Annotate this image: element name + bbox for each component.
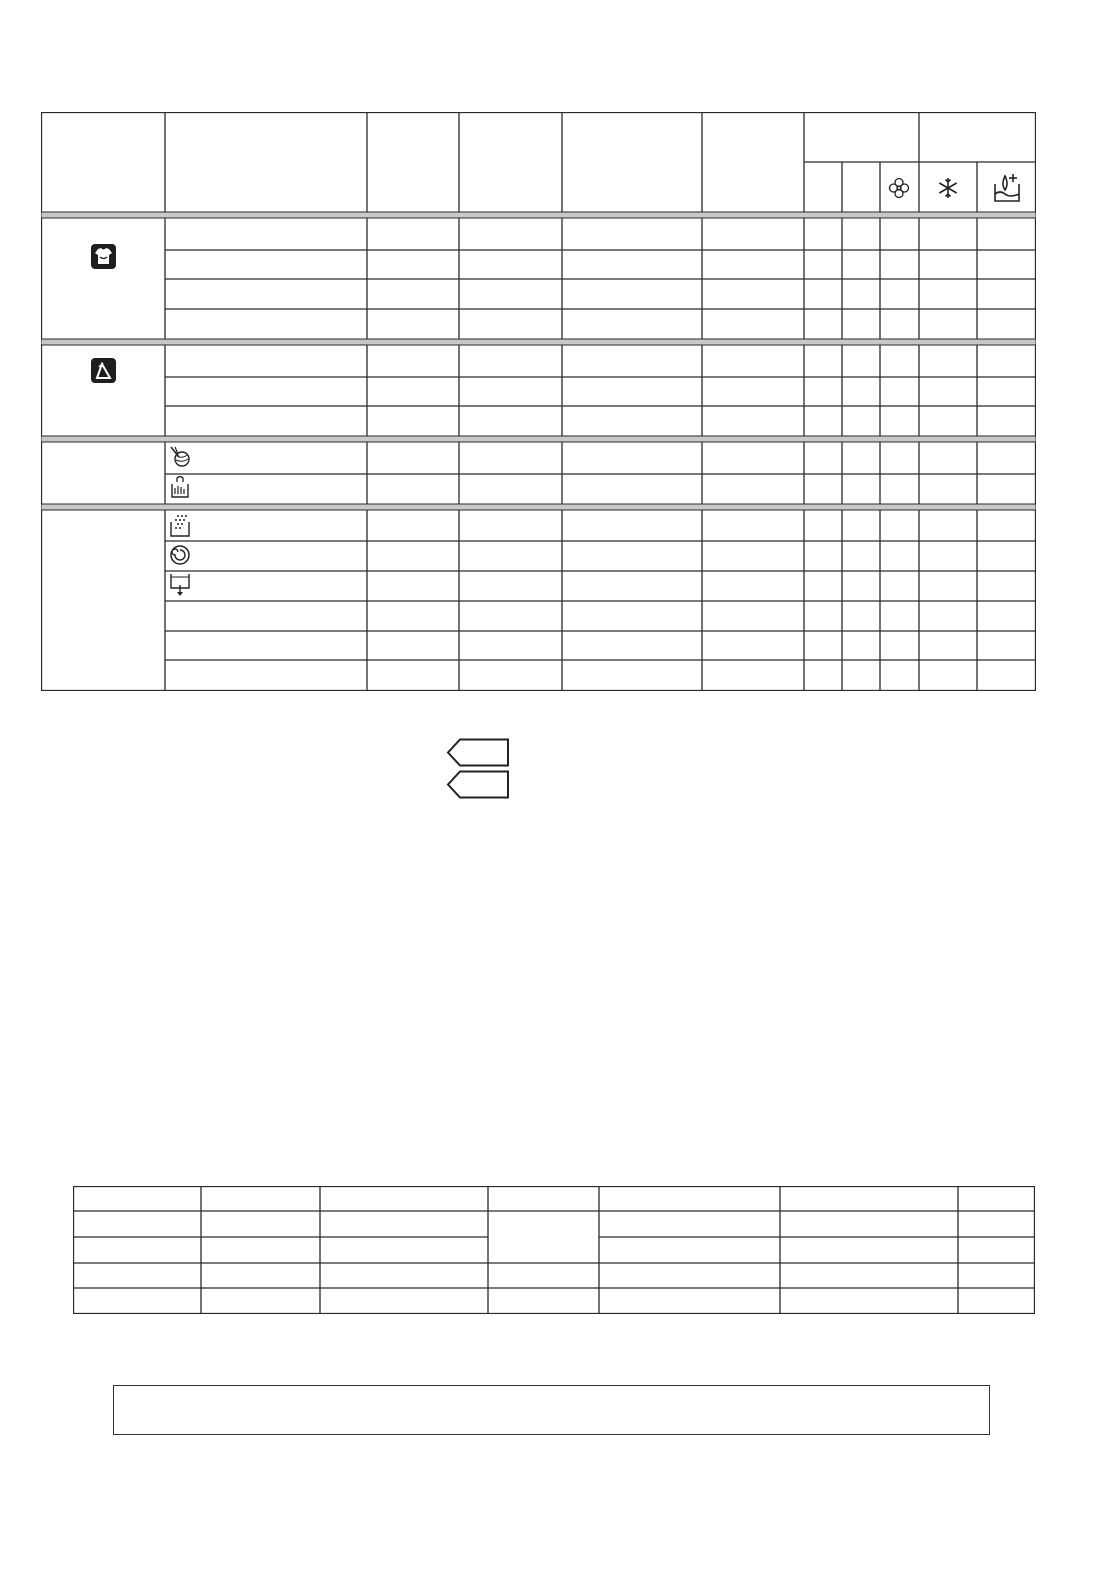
rinse-icon	[168, 512, 192, 538]
drain-icon	[168, 571, 192, 599]
wool-yarn-icon	[168, 445, 192, 469]
hand-wash-icon	[168, 474, 192, 500]
left-tag-icon	[448, 740, 508, 766]
cold-snowflake-icon	[936, 176, 960, 200]
label-tags	[446, 738, 510, 800]
spin-icon	[168, 543, 192, 567]
cotton-shirt-icon	[90, 243, 117, 270]
programme-table	[41, 112, 1036, 691]
note-box	[113, 1385, 990, 1435]
synthetic-iron-icon	[90, 357, 117, 384]
water-plus-icon	[992, 170, 1022, 204]
left-tag-icon	[448, 772, 508, 798]
lower-table	[73, 1186, 1035, 1314]
softener-flower-icon	[887, 176, 911, 200]
